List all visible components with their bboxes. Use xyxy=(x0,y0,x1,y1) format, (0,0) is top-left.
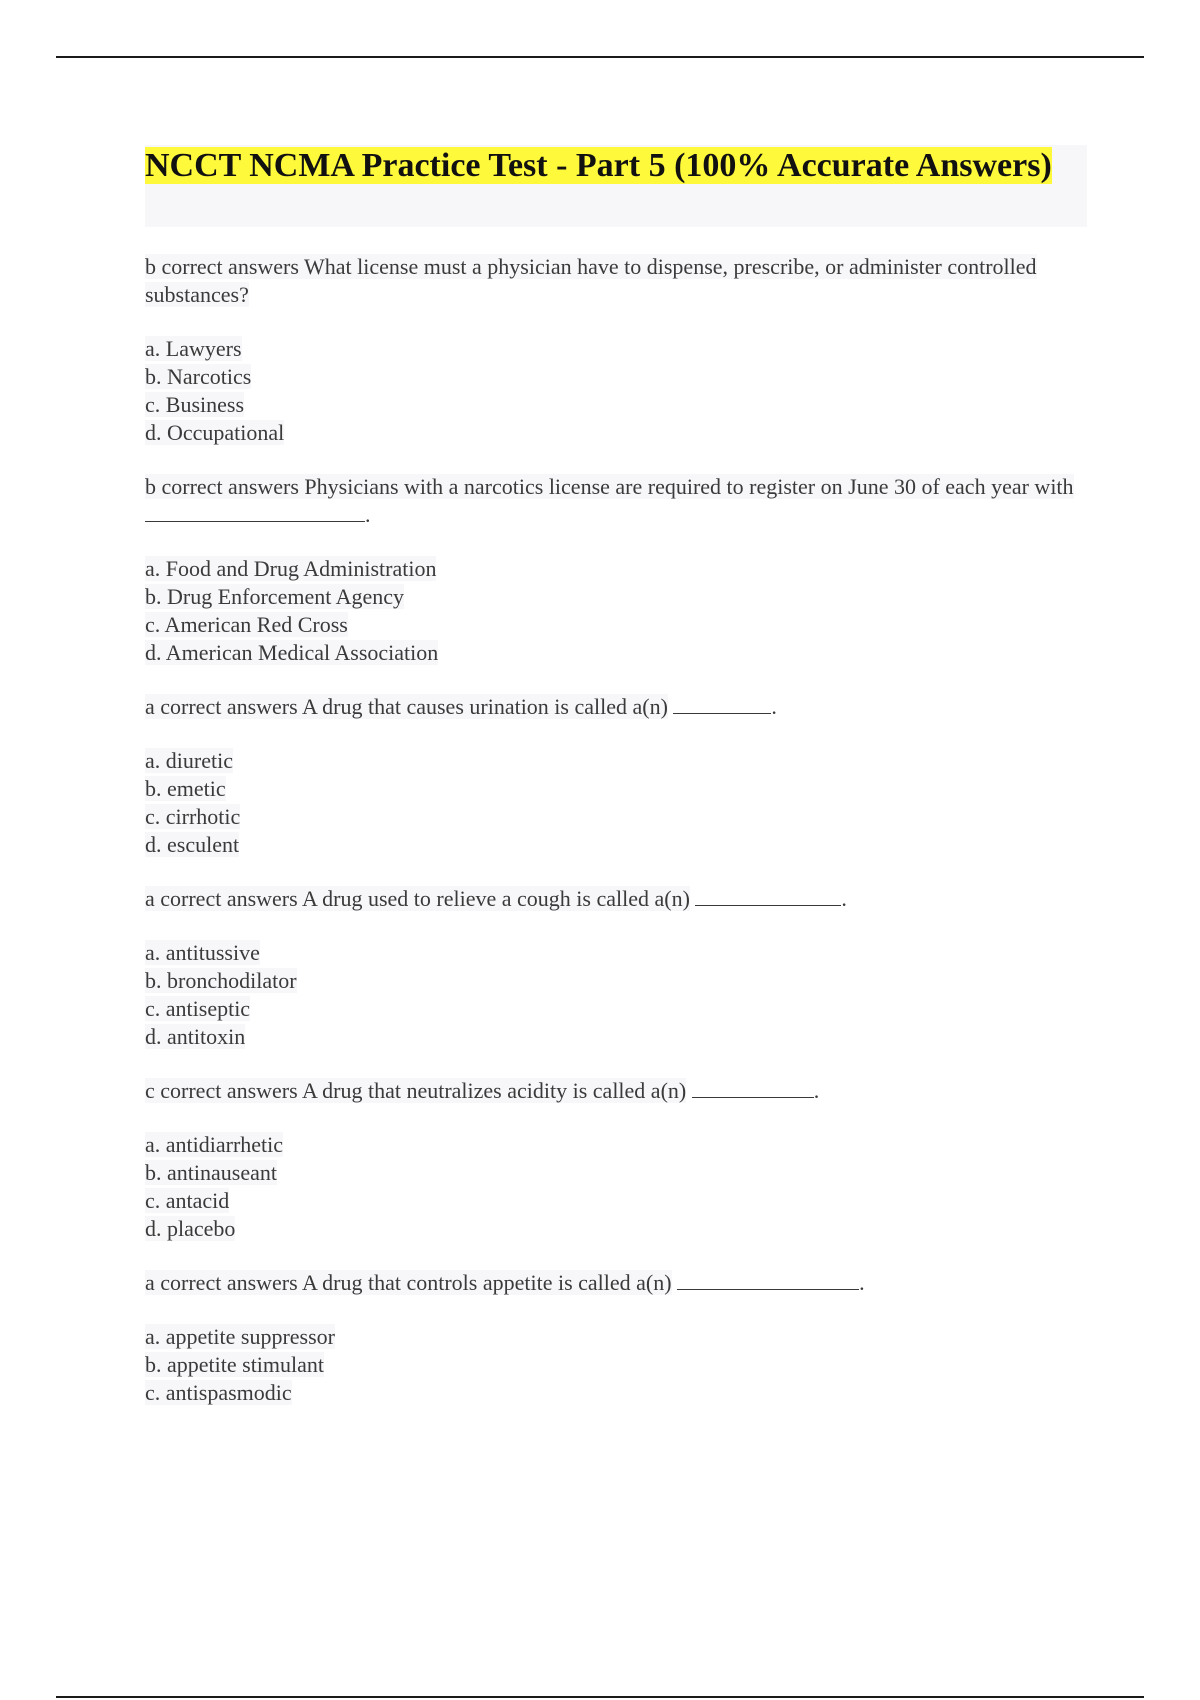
question-4-text: a correct answers A drug used to relieve a cough is called a(n) xyxy=(145,886,690,911)
option: a. appetite suppressor xyxy=(145,1324,335,1349)
option: d. placebo xyxy=(145,1216,236,1241)
answer-blank xyxy=(692,1077,814,1098)
option: d. antitoxin xyxy=(145,1024,246,1049)
option: b. emetic xyxy=(145,776,226,801)
option: d. esculent xyxy=(145,832,240,857)
option: c. antispasmodic xyxy=(145,1380,292,1405)
question-1-text: b correct answers What license must a physician have to dispense, prescribe, or administer controlled substances? xyxy=(145,254,1037,307)
question-5-text: c correct answers A drug that neutralizes acidity is called a(n) xyxy=(145,1078,687,1103)
option: b. Narcotics xyxy=(145,364,252,389)
question-3: a correct answers A drug that causes urination is called a(n) . xyxy=(145,694,777,719)
option: c. American Red Cross xyxy=(145,612,348,637)
top-rule xyxy=(56,56,1144,58)
question-2-options xyxy=(145,555,1087,667)
option: c. Business xyxy=(145,392,244,417)
document-body xyxy=(145,145,1087,1433)
question-6-options xyxy=(145,1323,1087,1407)
option: c. cirrhotic xyxy=(145,804,241,829)
answer-blank xyxy=(673,693,771,714)
option: c. antiseptic xyxy=(145,996,251,1021)
answer-blank xyxy=(677,1269,859,1290)
document-title: NCCT NCMA Practice Test - Part 5 (100% Accurate Answers) xyxy=(145,147,1052,184)
question-6-text: a correct answers A drug that controls appetite is called a(n) xyxy=(145,1270,672,1295)
question-4-options xyxy=(145,939,1087,1051)
option: b. antinauseant xyxy=(145,1160,277,1185)
title-block xyxy=(145,145,1087,227)
answer-blank xyxy=(145,501,365,522)
question-5-options xyxy=(145,1131,1087,1243)
question-2-text: b correct answers Physicians with a narcotics license are required to register on June 30 of each year with xyxy=(145,474,1074,499)
option: d. Occupational xyxy=(145,420,285,445)
question-1 xyxy=(145,253,1081,309)
option: b. appetite stimulant xyxy=(145,1352,325,1377)
answer-blank xyxy=(695,885,841,906)
option: a. diuretic xyxy=(145,748,233,773)
question-3-text: a correct answers A drug that causes urination is called a(n) xyxy=(145,694,668,719)
option: b. bronchodilator xyxy=(145,968,297,993)
question-3-options xyxy=(145,747,1087,859)
option: c. antacid xyxy=(145,1188,230,1213)
question-2: b correct answers Physicians with a narcotics license are required to register on June 30 of each year with . xyxy=(145,474,1074,527)
bottom-rule xyxy=(56,1696,1144,1698)
option: a. Food and Drug Administration xyxy=(145,556,437,581)
option: b. Drug Enforcement Agency xyxy=(145,584,405,609)
question-5: c correct answers A drug that neutralizes acidity is called a(n) . xyxy=(145,1078,820,1103)
option: a. Lawyers xyxy=(145,336,242,361)
option: a. antidiarrhetic xyxy=(145,1132,284,1157)
question-1-options xyxy=(145,335,1087,447)
question-6: a correct answers A drug that controls appetite is called a(n) . xyxy=(145,1270,865,1295)
question-4: a correct answers A drug used to relieve a cough is called a(n) . xyxy=(145,886,847,911)
option: a. antitussive xyxy=(145,940,260,965)
option: d. American Medical Association xyxy=(145,640,439,665)
